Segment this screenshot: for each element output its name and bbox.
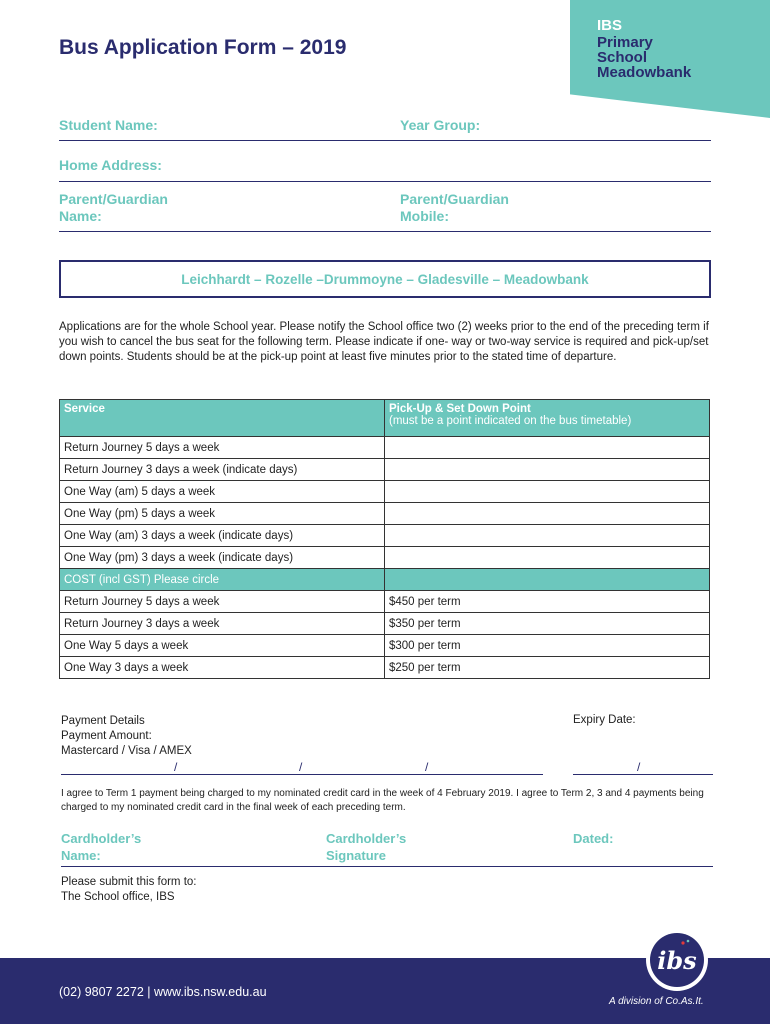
service-cell: One Way (am) 3 days a week (indicate days) [60, 525, 385, 547]
card-slash-2: / [299, 760, 303, 774]
submit-line-2: The School office, IBS [61, 891, 175, 903]
expiry-slash: / [637, 760, 641, 774]
payment-amount-label: Payment Amount: [61, 730, 152, 742]
service-cell: One Way (pm) 5 days a week [60, 503, 385, 525]
form-title: Bus Application Form – 2019 [59, 36, 347, 59]
pickup-input-cell[interactable] [385, 503, 710, 525]
price-cell: $350 per term [385, 613, 710, 635]
price-cell: $250 per term [385, 657, 710, 679]
payment-details-label: Payment Details [61, 715, 145, 727]
table-row [60, 459, 710, 481]
signature-line[interactable] [61, 866, 713, 867]
header-pickup [385, 400, 710, 437]
guardian-name-label [59, 191, 168, 225]
price-cell: $300 per term [385, 635, 710, 657]
guardian-name-label-line2: Name: [59, 208, 102, 224]
submit-line-1: Please submit this form to: [61, 876, 197, 888]
table-row [60, 437, 710, 459]
badge-ibs: IBS [597, 17, 623, 34]
guardian-mobile-label-line2: Mobile: [400, 208, 449, 224]
cardholder-name-label [61, 830, 141, 864]
guardian-mobile-label [400, 191, 509, 225]
card-types-label: Mastercard / Visa / AMEX [61, 745, 192, 757]
pickup-input-cell[interactable] [385, 525, 710, 547]
guardian-line[interactable] [59, 231, 711, 232]
pickup-input-cell[interactable] [385, 481, 710, 503]
service-cell: Return Journey 5 days a week [60, 437, 385, 459]
service-cell: COST (incl GST) Please circle [60, 569, 385, 591]
badge-line-school: School [597, 49, 648, 66]
service-table [59, 399, 710, 679]
table-row [60, 525, 710, 547]
agreement-text: I agree to Term 1 payment being charged to my nominated credit card in the week of 4 February 2019. I agree to Term 2, 3 and 4 payments being charged to my nominated credit card in the final week of each preceding term. [61, 788, 704, 813]
dated-label: Dated: [573, 831, 614, 846]
student-name-label: Student Name: [59, 117, 158, 133]
header-service: Service [60, 400, 385, 437]
cost-header-row [60, 569, 710, 591]
badge-line-meadowbank: Meadowbank [597, 64, 692, 81]
cardholder-name-line1: Cardholder’s [61, 831, 142, 846]
table-row [60, 503, 710, 525]
service-cell: Return Journey 5 days a week [60, 591, 385, 613]
pickup-input-cell[interactable] [385, 547, 710, 569]
card-number-line[interactable] [61, 774, 543, 775]
guardian-mobile-label-line1: Parent/Guardian [400, 191, 509, 207]
badge-school-name [597, 35, 757, 80]
service-cell: Return Journey 3 days a week (indicate days) [60, 459, 385, 481]
ibs-logo-icon [645, 928, 709, 992]
cardholder-sig-line2: Signature [326, 848, 386, 863]
service-cell: One Way (pm) 3 days a week (indicate days) [60, 547, 385, 569]
service-cell: One Way 5 days a week [60, 635, 385, 657]
pickup-input-cell[interactable] [385, 459, 710, 481]
home-address-label: Home Address: [59, 157, 162, 173]
card-slash-1: / [174, 760, 178, 774]
cardholder-name-line2: Name: [61, 848, 101, 863]
card-slash-3: / [425, 760, 429, 774]
service-cell: One Way 3 days a week [60, 657, 385, 679]
header-pickup-note: (must be a point indicated on the bus timetable) [389, 415, 632, 427]
table-row [60, 635, 710, 657]
guardian-name-label-line1: Parent/Guardian [59, 191, 168, 207]
cost-header-cell [385, 569, 710, 591]
cardholder-sig-line1: Cardholder’s [326, 831, 407, 846]
pickup-input-cell[interactable] [385, 437, 710, 459]
footer-contact: (02) 9807 2272 | www.ibs.nsw.edu.au [59, 985, 267, 999]
table-header-row [60, 400, 710, 437]
year-group-label: Year Group: [400, 117, 481, 133]
badge-line-primary: Primary [597, 34, 653, 51]
table-row [60, 547, 710, 569]
table-row [60, 613, 710, 635]
table-row [60, 481, 710, 503]
routes-box: Leichhardt – Rozelle –Drummoyne – Gladesville – Meadowbank [59, 260, 711, 298]
expiry-label: Expiry Date: [573, 714, 636, 726]
service-cell: Return Journey 3 days a week [60, 613, 385, 635]
table-row [60, 591, 710, 613]
intro-paragraph: Applications are for the whole School year. Please notify the School office two (2) weeks prior to the end of the preceding term if you wish to cancel the bus seat for the following term. Please indicate if one- way or two-way service is required and pick-up/set down points. Students should be at the pick-up point at least five minutes prior to the stated time of departure. [59, 321, 709, 363]
payment-details [61, 714, 192, 759]
table-row [60, 657, 710, 679]
price-cell: $450 per term [385, 591, 710, 613]
logo-text: ibs [657, 946, 697, 975]
header-pickup-title: Pick-Up & Set Down Point [389, 403, 531, 415]
home-address-line[interactable] [59, 181, 711, 182]
service-cell: One Way (am) 5 days a week [60, 481, 385, 503]
student-name-line[interactable] [59, 140, 711, 141]
expiry-line[interactable] [573, 774, 713, 775]
cardholder-signature-label [326, 830, 406, 864]
division-note: A division of Co.As.It. [609, 996, 704, 1007]
submit-instructions [61, 875, 197, 905]
